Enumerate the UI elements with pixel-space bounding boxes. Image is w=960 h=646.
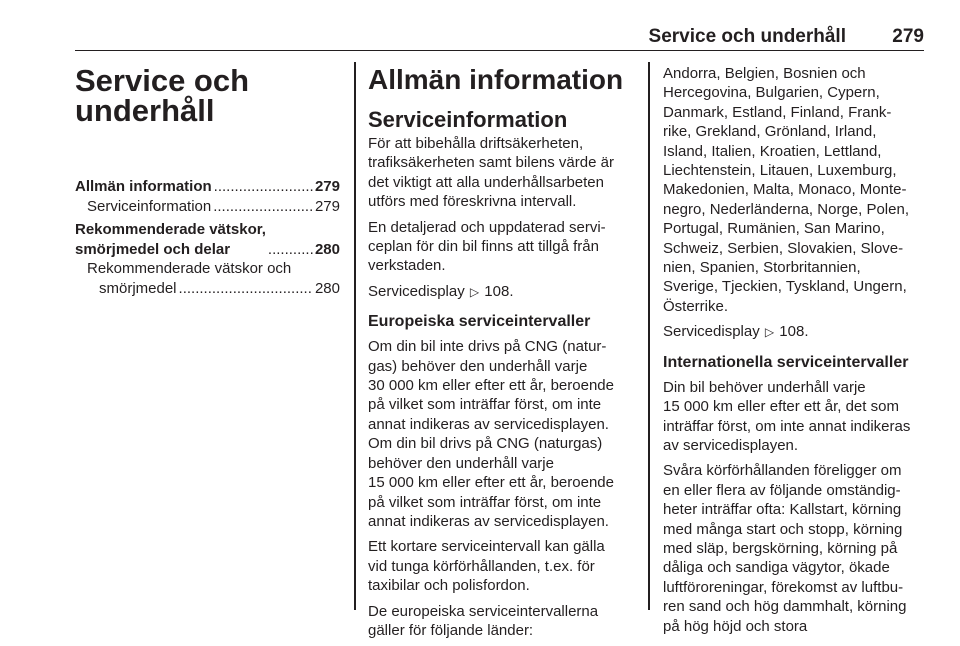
subheading: Europeiska serviceintervaller — [368, 313, 591, 331]
toc-entry-page: 280 — [314, 279, 340, 297]
column-divider — [354, 62, 356, 610]
toc-column — [75, 64, 340, 298]
toc-entry-label: Rekommenderade vätskor och — [87, 260, 292, 277]
toc-entry[interactable] — [75, 279, 340, 299]
chapter-title: Service och underhåll — [75, 63, 250, 128]
arrow-right-outline-icon: ▷ — [764, 325, 775, 340]
section-heading: Allmän information — [368, 64, 624, 95]
subsection-heading: Serviceinformation — [368, 107, 568, 132]
xref-page-link[interactable]: 108. — [484, 282, 514, 300]
subheading: Internationella serviceintervaller — [663, 353, 909, 371]
page-number: 279 — [892, 26, 924, 47]
paragraph: En detaljerad och uppdaterad servi- ceplan för din bil finns att tillgå från verkstaden. — [368, 218, 606, 275]
toc-leader-dots — [179, 279, 313, 299]
xref-text: Servicedisplay — [368, 282, 465, 300]
table-of-contents — [75, 177, 340, 298]
paragraph: Ett kortare serviceintervall kan gälla vid tunga körförhållanden, t.ex. för taxibilar och polisfordon. — [368, 538, 605, 595]
toc-entry-page: 279 — [314, 178, 340, 195]
toc-entry[interactable] — [75, 197, 340, 217]
toc-entry-label: Rekommenderade vätskor, smörjmedel och delar — [75, 221, 266, 258]
toc-entry-label: smörjmedel — [99, 279, 177, 297]
paragraph: Om din bil inte drivs på CNG (natur- gas) behöver den underhåll varje 30 000 km eller efter ett år, beroende på vilket som inträffar först, om inte annat indikeras av servicedisplayen. Om din bil drivs på CNG (naturgas) behöver den underhåll varje 15 000 km eller efter ett år, beroende på vilket som inträffar först, om inte annat indikeras av servicedisplayen. — [368, 338, 614, 530]
toc-leader-dots — [268, 240, 313, 260]
content-column-3 — [663, 64, 925, 642]
arrow-right-outline-icon: ▷ — [469, 284, 480, 299]
toc-entry[interactable] — [75, 177, 340, 197]
toc-entry-label: Allmän information — [75, 178, 212, 195]
toc-entry-page: 279 — [314, 197, 340, 215]
cross-reference-paragraph — [663, 322, 925, 342]
cross-reference-paragraph — [368, 282, 634, 302]
paragraph: För att bibehålla driftsäkerheten, trafiksäkerheten samt bilens värde är det viktigt att alla underhållsarbeten utförs med föreskrivna intervall. — [368, 135, 614, 211]
toc-leader-dots — [214, 177, 313, 197]
paragraph: De europeiska serviceintervallerna gäller för följande länder: — [368, 602, 599, 639]
paragraph: Din bil behöver underhåll varje 15 000 km eller efter ett år, det som inträffar först, om inte annat indikeras av servicedisplayen. — [663, 378, 911, 454]
country-list-paragraph: Andorra, Belgien, Bosnien och Hercegovina, Bulgarien, Cypern, Danmark, Estland, Finland, Frank- rike, Grekland, Grönland, Irland, Island, Italien, Kroatien, Lettland, Liechtenstein, Litauen, Luxemburg, Makedonien, Malta, Monaco, Monte- negro, Nederländerna, Norge, Polen, Portugal, Rumänien, San Marino, Schweiz, Serbien, Slovakien, Slove- nien, Spanien, Storbritannien, Sverige, Tjeckien, Tyskland, Ungern, Österrike. — [663, 65, 909, 315]
toc-leader-dots — [213, 197, 313, 217]
xref-page-link[interactable]: 108. — [779, 323, 809, 341]
toc-entry — [75, 259, 340, 279]
toc-entry[interactable] — [75, 220, 340, 259]
page-header — [75, 22, 924, 51]
paragraph: Svåra körförhållanden föreligger om en eller flera av följande omständig- heter inträffar ofta: Kallstart, körning med många start och stopp, körning med släp, bergskörning, körning på dåliga och sandiga vägytor, ökade luftföroreningar, förekomst av luftbu- ren sand och hög dammhalt, körning på hög höjd och stora — [663, 462, 907, 635]
toc-entry-page: 280 — [314, 240, 340, 258]
content-column-2 — [368, 64, 634, 646]
toc-entry-label: Serviceinformation — [87, 197, 212, 215]
column-divider — [648, 62, 650, 610]
xref-text: Servicedisplay — [663, 323, 760, 341]
running-title: Service och underhåll — [648, 26, 846, 47]
